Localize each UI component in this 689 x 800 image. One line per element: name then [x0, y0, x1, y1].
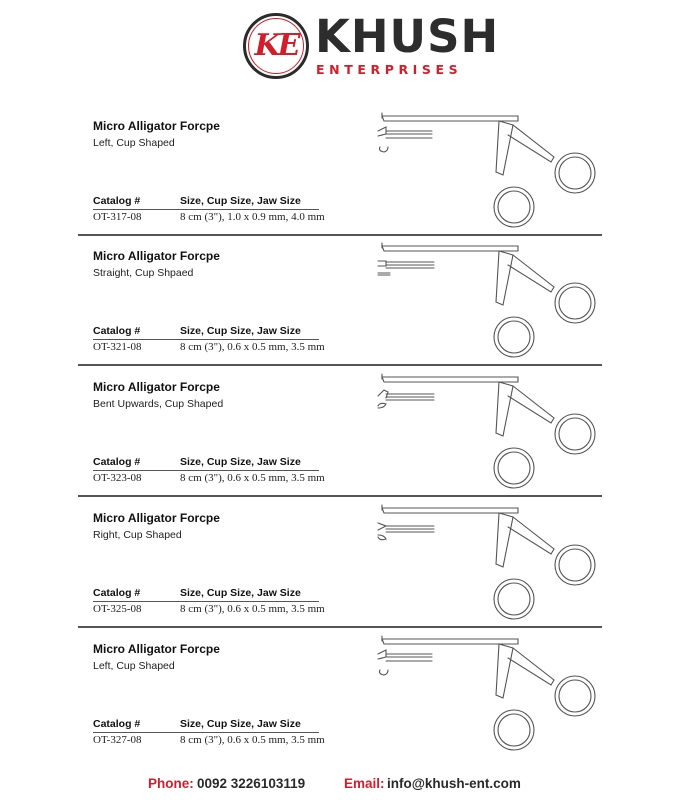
product-item — [0, 105, 689, 235]
header-underline — [93, 339, 319, 340]
size-spec: 8 cm (3"), 0.6 x 0.5 mm, 3.5 mm — [180, 472, 325, 484]
product-description: Straight, Cup Shpaed — [93, 267, 194, 279]
phone-label: Phone: — [148, 776, 194, 791]
product-title: Micro Alligator Forcpe — [93, 119, 220, 133]
header-underline — [93, 470, 319, 471]
size-header: Size, Cup Size, Jaw Size — [180, 587, 301, 599]
forceps-right-icon — [368, 497, 608, 625]
catalog-number: OT-323-08 — [93, 472, 142, 484]
product-item — [0, 235, 689, 365]
catalog-number: OT-327-08 — [93, 734, 142, 746]
email-label: Email: — [344, 776, 385, 791]
catalog-header: Catalog # — [93, 195, 141, 207]
product-item — [0, 366, 689, 496]
size-header: Size, Cup Size, Jaw Size — [180, 718, 301, 730]
header — [0, 0, 689, 95]
forceps-straight-icon — [368, 235, 608, 363]
product-title: Micro Alligator Forcpe — [93, 249, 220, 263]
logo-emblem — [243, 13, 309, 79]
catalog-header: Catalog # — [93, 456, 141, 468]
header-underline — [93, 209, 319, 210]
size-spec: 8 cm (3"), 1.0 x 0.9 mm, 4.0 mm — [180, 211, 325, 223]
product-title: Micro Alligator Forcpe — [93, 642, 220, 656]
product-item — [0, 497, 689, 627]
catalog-number: OT-321-08 — [93, 341, 142, 353]
product-title: Micro Alligator Forcpe — [93, 511, 220, 525]
forceps-bent-up-icon — [368, 366, 608, 494]
product-description: Left, Cup Shaped — [93, 137, 175, 149]
product-item — [0, 628, 689, 758]
footer — [0, 770, 689, 800]
logo-monogram: KE — [254, 28, 298, 63]
header-underline — [93, 732, 319, 733]
product-description: Bent Upwards, Cup Shaped — [93, 398, 224, 410]
size-header: Size, Cup Size, Jaw Size — [180, 325, 301, 337]
phone-number[interactable]: 0092 3226103119 — [197, 776, 306, 791]
size-spec: 8 cm (3"), 0.6 x 0.5 mm, 3.5 mm — [180, 341, 325, 353]
brand-subtitle: ENTERPRISES — [316, 62, 463, 77]
product-description: Left, Cup Shaped — [93, 660, 175, 672]
size-spec: 8 cm (3"), 0.6 x 0.5 mm, 3.5 mm — [180, 603, 325, 615]
header-underline — [93, 601, 319, 602]
size-spec: 8 cm (3"), 0.6 x 0.5 mm, 3.5 mm — [180, 734, 325, 746]
product-title: Micro Alligator Forcpe — [93, 380, 220, 394]
email-address[interactable]: info@khush-ent.com — [387, 776, 521, 791]
catalog-header: Catalog # — [93, 325, 141, 337]
size-header: Size, Cup Size, Jaw Size — [180, 195, 301, 207]
catalog-header: Catalog # — [93, 718, 141, 730]
size-header: Size, Cup Size, Jaw Size — [180, 456, 301, 468]
product-description: Right, Cup Shaped — [93, 529, 182, 541]
catalog-number: OT-325-08 — [93, 603, 142, 615]
catalog-number: OT-317-08 — [93, 211, 142, 223]
catalog-header: Catalog # — [93, 587, 141, 599]
forceps-left-icon — [368, 105, 608, 233]
brand-name: KHUSH — [315, 10, 500, 63]
forceps-left-icon — [368, 628, 608, 756]
